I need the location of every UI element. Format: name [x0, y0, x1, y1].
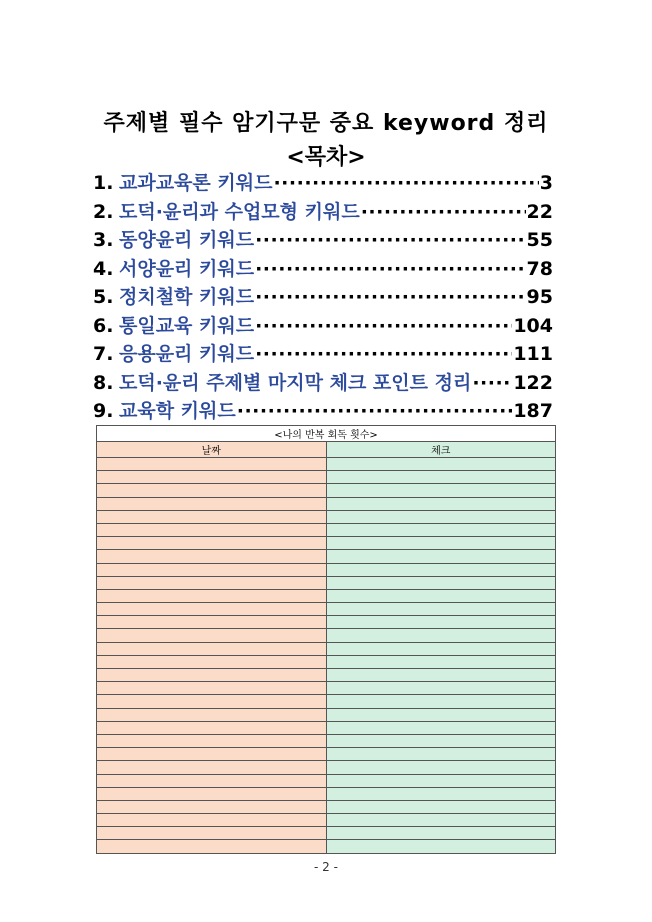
table-row: [97, 761, 556, 774]
toc-label: 동양윤리 키워드: [119, 229, 255, 251]
toc-label: 정치철학 키워드: [119, 286, 255, 308]
date-cell[interactable]: [97, 471, 327, 484]
page-number: - 2 -: [314, 860, 338, 874]
toc-item[interactable]: [93, 254, 553, 283]
check-cell[interactable]: [326, 695, 556, 708]
check-column-header: 체크: [326, 442, 556, 458]
table-row: [97, 655, 556, 668]
date-cell[interactable]: [97, 669, 327, 682]
toc-number: 9.: [93, 400, 114, 422]
check-cell[interactable]: [326, 655, 556, 668]
table-body: [97, 458, 556, 854]
toc-page: 95: [526, 286, 553, 308]
toc-number: 1.: [93, 172, 114, 194]
toc-leader: [255, 229, 525, 251]
toc-page: 3: [539, 172, 553, 194]
check-cell[interactable]: [326, 814, 556, 827]
toc-leader: [237, 400, 513, 422]
toc-item[interactable]: [93, 339, 553, 368]
date-cell[interactable]: [97, 550, 327, 563]
check-cell[interactable]: [326, 827, 556, 840]
toc-leader: [361, 201, 526, 223]
date-cell[interactable]: [97, 695, 327, 708]
date-cell[interactable]: [97, 510, 327, 523]
date-cell[interactable]: [97, 840, 327, 853]
check-cell[interactable]: [326, 484, 556, 497]
date-cell[interactable]: [97, 721, 327, 734]
date-cell[interactable]: [97, 642, 327, 655]
toc-item[interactable]: [93, 168, 553, 197]
toc-number: 2.: [93, 200, 114, 223]
date-cell[interactable]: [97, 748, 327, 761]
table-row: [97, 629, 556, 642]
check-cell[interactable]: [326, 761, 556, 774]
date-cell[interactable]: [97, 708, 327, 721]
date-cell[interactable]: [97, 576, 327, 589]
toc-label: 도덕·윤리과 수업모형 키워드: [119, 200, 360, 223]
table-row: [97, 669, 556, 682]
date-cell[interactable]: [97, 827, 327, 840]
toc-label: 교과교육론 키워드: [119, 172, 273, 194]
check-cell[interactable]: [326, 748, 556, 761]
check-cell[interactable]: [326, 603, 556, 616]
toc-item[interactable]: [93, 282, 553, 311]
date-cell[interactable]: [97, 814, 327, 827]
table-row: [97, 748, 556, 761]
toc-leader: [472, 372, 512, 394]
toc-page: 22: [526, 200, 553, 223]
table-row: [97, 458, 556, 471]
check-cell[interactable]: [326, 563, 556, 576]
table-row: [97, 800, 556, 813]
toc-leader: [255, 286, 525, 308]
toc-number: 8.: [93, 371, 114, 394]
date-cell[interactable]: [97, 655, 327, 668]
check-cell[interactable]: [326, 550, 556, 563]
check-cell[interactable]: [326, 642, 556, 655]
table-caption: <나의 반복 회독 횟수>: [97, 426, 556, 442]
date-cell[interactable]: [97, 589, 327, 602]
check-cell[interactable]: [326, 576, 556, 589]
table-row: [97, 840, 556, 853]
check-cell[interactable]: [326, 734, 556, 747]
table-row: [97, 642, 556, 655]
table-row: [97, 734, 556, 747]
table-row: [97, 497, 556, 510]
toc-number: 3.: [93, 229, 114, 251]
toc-leader: [255, 258, 525, 280]
check-cell[interactable]: [326, 721, 556, 734]
toc-leader: [273, 172, 538, 194]
date-cell[interactable]: [97, 734, 327, 747]
check-cell[interactable]: [326, 669, 556, 682]
check-cell[interactable]: [326, 589, 556, 602]
table-row: [97, 484, 556, 497]
table-row: [97, 695, 556, 708]
toc-number: 7.: [93, 343, 114, 365]
toc-heading: <목차>: [286, 145, 366, 170]
table-row: [97, 576, 556, 589]
toc-label: 통일교육 키워드: [119, 314, 255, 337]
table-row: [97, 787, 556, 800]
toc-label: 응용윤리 키워드: [119, 343, 255, 365]
date-cell[interactable]: [97, 603, 327, 616]
date-cell[interactable]: [97, 800, 327, 813]
toc-page: 55: [526, 229, 553, 251]
check-cell[interactable]: [326, 682, 556, 695]
toc-number: 5.: [93, 286, 114, 308]
check-cell[interactable]: [326, 616, 556, 629]
check-cell[interactable]: [326, 774, 556, 787]
date-cell[interactable]: [97, 537, 327, 550]
toc-page: 104: [513, 314, 553, 337]
date-cell[interactable]: [97, 616, 327, 629]
date-cell[interactable]: [97, 563, 327, 576]
check-cell[interactable]: [326, 510, 556, 523]
table-row: [97, 589, 556, 602]
check-cell[interactable]: [326, 458, 556, 471]
check-cell[interactable]: [326, 708, 556, 721]
table-row: [97, 616, 556, 629]
date-cell[interactable]: [97, 682, 327, 695]
check-cell[interactable]: [326, 800, 556, 813]
date-cell[interactable]: [97, 787, 327, 800]
date-cell[interactable]: [97, 523, 327, 536]
toc-page: 111: [513, 343, 553, 365]
table-row: [97, 708, 556, 721]
date-cell[interactable]: [97, 774, 327, 787]
review-count-table: [96, 425, 556, 854]
toc-item[interactable]: [93, 368, 553, 397]
date-cell[interactable]: [97, 629, 327, 642]
table-row: [97, 774, 556, 787]
table-row: [97, 814, 556, 827]
table-row: [97, 721, 556, 734]
toc-leader: [255, 343, 512, 365]
page-title: 주제별 필수 암기구문 중요 keyword 정리: [103, 111, 549, 136]
table-row: [97, 563, 556, 576]
toc-page: 187: [513, 400, 553, 422]
check-cell[interactable]: [326, 840, 556, 853]
toc-label: 서양윤리 키워드: [119, 257, 255, 280]
check-cell[interactable]: [326, 787, 556, 800]
toc-item[interactable]: [93, 225, 553, 254]
date-column-header: 날짜: [97, 442, 327, 458]
table-row: [97, 603, 556, 616]
table-row: [97, 537, 556, 550]
date-cell[interactable]: [97, 484, 327, 497]
toc-label: 도덕·윤리 주제별 마지막 체크 포인트 정리: [119, 371, 472, 394]
check-cell[interactable]: [326, 629, 556, 642]
toc-label: 교육학 키워드: [119, 400, 236, 422]
toc-number: 4.: [93, 257, 114, 280]
toc-leader: [255, 315, 512, 337]
table-row: [97, 827, 556, 840]
table-row: [97, 471, 556, 484]
check-cell[interactable]: [326, 497, 556, 510]
toc-number: 6.: [93, 314, 114, 337]
check-cell[interactable]: [326, 537, 556, 550]
table-row: [97, 510, 556, 523]
date-cell[interactable]: [97, 497, 327, 510]
table-row: [97, 682, 556, 695]
toc-page: 78: [526, 257, 553, 280]
date-cell[interactable]: [97, 761, 327, 774]
check-cell[interactable]: [326, 523, 556, 536]
toc-item[interactable]: [93, 396, 553, 425]
toc-item[interactable]: [93, 311, 553, 340]
date-cell[interactable]: [97, 458, 327, 471]
table-row: [97, 523, 556, 536]
table-of-contents: [93, 168, 553, 425]
table-row: [97, 550, 556, 563]
toc-page: 122: [513, 371, 553, 394]
check-cell[interactable]: [326, 471, 556, 484]
toc-item[interactable]: [93, 197, 553, 226]
